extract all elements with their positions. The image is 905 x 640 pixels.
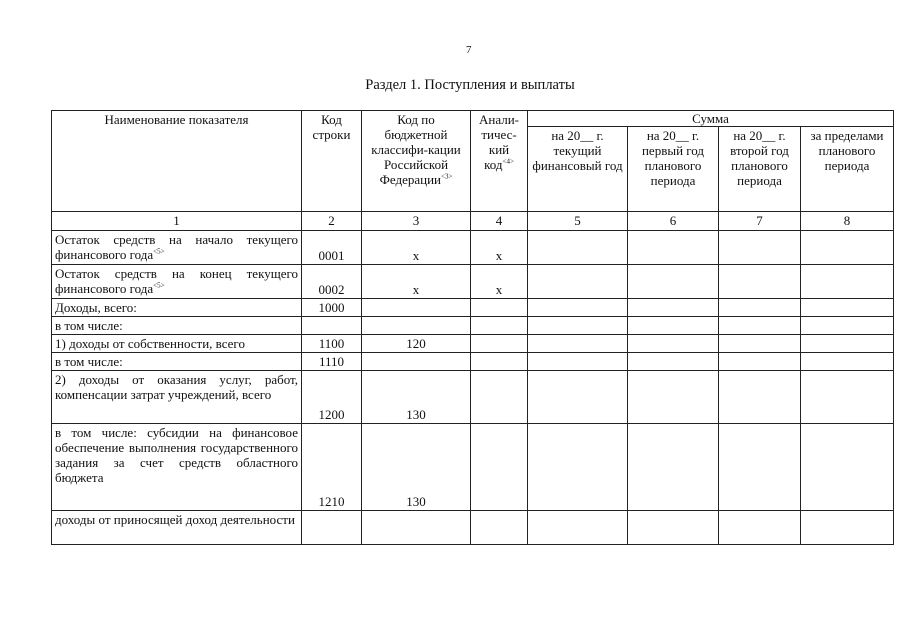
row-analytic: [471, 353, 528, 371]
column-number: 5: [528, 212, 628, 231]
sum-cell[interactable]: [719, 424, 801, 511]
row-kbk: [362, 317, 471, 335]
sum-cell[interactable]: [628, 265, 719, 299]
sum-cell[interactable]: [628, 511, 719, 545]
row-analytic: [471, 511, 528, 545]
footnote-5-marker: <5>: [153, 281, 165, 290]
row-code: 1210: [302, 424, 362, 511]
row-code: [302, 511, 362, 545]
row-kbk: [362, 299, 471, 317]
row-code: [302, 317, 362, 335]
row-code: 1200: [302, 371, 362, 424]
row-code: 0001: [302, 231, 362, 265]
sum-cell[interactable]: [801, 265, 894, 299]
sum-cell[interactable]: [628, 371, 719, 424]
header-row-code: Код строки: [302, 111, 362, 212]
sum-cell[interactable]: [719, 371, 801, 424]
row-analytic: [471, 317, 528, 335]
footnote-4-marker: <4>: [502, 157, 514, 166]
row-name-text: Остаток средств на начало текущего финансового года: [55, 232, 298, 262]
table-row: [52, 511, 894, 545]
sum-cell[interactable]: [801, 317, 894, 335]
sum-cell[interactable]: [628, 353, 719, 371]
header-sum-plan-year-2: на 20__ г. второй год планового периода: [719, 127, 801, 212]
sum-cell[interactable]: [719, 317, 801, 335]
row-name: [52, 231, 302, 265]
sum-cell[interactable]: [801, 511, 894, 545]
column-number: 8: [801, 212, 894, 231]
sum-cell[interactable]: [628, 335, 719, 353]
header-analytic-code-label: Анали-тичес-кий код: [478, 112, 519, 172]
row-kbk: 120: [362, 335, 471, 353]
row-name-text: Остаток средств на конец текущего финансового года: [55, 266, 298, 296]
sum-cell[interactable]: [528, 335, 628, 353]
sum-cell[interactable]: [528, 299, 628, 317]
sum-cell[interactable]: [628, 317, 719, 335]
header-sum: Сумма: [528, 111, 894, 127]
sum-cell[interactable]: [801, 231, 894, 265]
row-kbk: [362, 353, 471, 371]
row-code: 1000: [302, 299, 362, 317]
row-name: доходы от приносящей доход деятельности: [52, 511, 302, 545]
section-title: Раздел 1. Поступления и выплаты: [365, 77, 575, 93]
row-analytic: х: [471, 231, 528, 265]
column-number: 3: [362, 212, 471, 231]
sum-cell[interactable]: [528, 317, 628, 335]
header-sum-beyond-plan: за пределами планового периода: [801, 127, 894, 212]
column-number: 1: [52, 212, 302, 231]
income-expense-table: [51, 110, 894, 545]
sum-cell[interactable]: [528, 424, 628, 511]
sum-cell[interactable]: [628, 299, 719, 317]
column-number: 2: [302, 212, 362, 231]
table-row: [52, 317, 894, 335]
sum-cell[interactable]: [719, 299, 801, 317]
table-row: [52, 424, 894, 511]
sum-cell[interactable]: [801, 335, 894, 353]
footnote-5-marker: <5>: [153, 247, 165, 256]
row-code: 0002: [302, 265, 362, 299]
row-analytic: [471, 371, 528, 424]
header-budget-code-label: Код по бюджетной классифи-кации Российской Федерации: [371, 112, 461, 187]
header-sum-plan-year-1: на 20__ г. первый год планового периода: [628, 127, 719, 212]
sum-cell[interactable]: [801, 424, 894, 511]
column-number: 6: [628, 212, 719, 231]
column-number: 7: [719, 212, 801, 231]
sum-cell[interactable]: [801, 299, 894, 317]
row-kbk: [362, 511, 471, 545]
row-name: в том числе:: [52, 317, 302, 335]
sum-cell[interactable]: [528, 511, 628, 545]
row-code: 1110: [302, 353, 362, 371]
row-name: 1) доходы от собственности, всего: [52, 335, 302, 353]
row-analytic: [471, 335, 528, 353]
sum-cell[interactable]: [528, 265, 628, 299]
row-analytic: [471, 299, 528, 317]
table-row: [52, 231, 894, 265]
sum-cell[interactable]: [719, 231, 801, 265]
row-kbk: 130: [362, 371, 471, 424]
sum-cell[interactable]: [719, 511, 801, 545]
sum-cell[interactable]: [719, 335, 801, 353]
row-kbk: х: [362, 231, 471, 265]
table-row: [52, 371, 894, 424]
column-numbers-row: [52, 212, 894, 231]
row-name: [52, 265, 302, 299]
sum-cell[interactable]: [528, 353, 628, 371]
row-kbk: 130: [362, 424, 471, 511]
row-analytic: [471, 424, 528, 511]
row-name: в том числе: субсидии на финансовое обеспечение выполнения государственного задания за счет средств областного бюджета: [52, 424, 302, 511]
row-name: Доходы, всего:: [52, 299, 302, 317]
table-row: [52, 353, 894, 371]
footnote-3-marker: <3>: [441, 172, 453, 181]
sum-cell[interactable]: [719, 353, 801, 371]
table-row: [52, 299, 894, 317]
sum-cell[interactable]: [719, 265, 801, 299]
sum-cell[interactable]: [628, 231, 719, 265]
row-code: 1100: [302, 335, 362, 353]
table-row: [52, 335, 894, 353]
sum-cell[interactable]: [528, 231, 628, 265]
sum-cell[interactable]: [528, 371, 628, 424]
sum-cell[interactable]: [628, 424, 719, 511]
row-analytic: х: [471, 265, 528, 299]
header-budget-code: [362, 111, 471, 212]
sum-cell[interactable]: [801, 371, 894, 424]
row-name: 2) доходы от оказания услуг, работ, компенсации затрат учреждений, всего: [52, 371, 302, 424]
column-number: 4: [471, 212, 528, 231]
page-number: 7: [466, 44, 472, 56]
row-kbk: х: [362, 265, 471, 299]
header-analytic-code: [471, 111, 528, 212]
sum-cell[interactable]: [801, 353, 894, 371]
table-row: [52, 265, 894, 299]
header-sum-current-year: на 20__ г. текущий финансовый год: [528, 127, 628, 212]
row-name: в том числе:: [52, 353, 302, 371]
header-name: Наименование показателя: [52, 111, 302, 212]
